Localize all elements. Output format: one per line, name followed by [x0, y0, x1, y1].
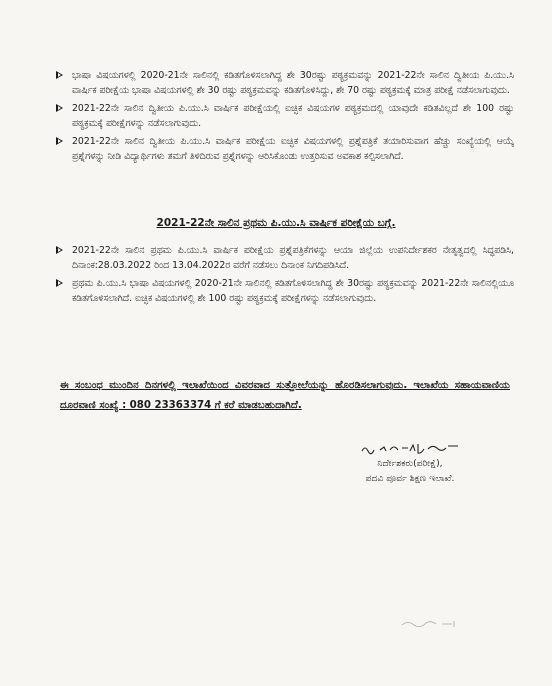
bullet-list-first-puc [56, 243, 514, 309]
list-item-text: 2021-22ನೇ ಸಾಲಿನ ದ್ವಿತೀಯ ಪಿ.ಯು.ಸಿ ವಾರ್ಷಿಕ ಪರೀಕ್ಷೆಯ ಐಚ್ಛಿಕ ವಿಷಯಗಳಲ್ಲಿ ಪ್ರಶ್ನೆಪತ್ರಿಕೆ ತಯಾರಿಸುವಾಗ ಹೆಚ್ಚು ಸಂಖ್ಯೆಯಲ್ಲಿ ಆಯ್ಕೆ ಪ್ರಶ್ನೆಗಳನ್ನು ನೀಡಿ ವಿದ್ಯಾರ್ಥಿಗಳು ತಮಗೆ ತಿಳಿದಿರುವ ಪ್ರಶ್ನೆಗಳನ್ನು ಆರಿಸಿಕೊಂಡು ಉತ್ತರಿಸುವ ಅವಕಾಶ ಕಲ್ಪಿಸಲಾಗಿದೆ. [72, 136, 514, 162]
section-heading [0, 217, 552, 230]
list-item-text: ಪ್ರಥಮ ಪಿ.ಯು.ಸಿ ಭಾಷಾ ವಿಷಯಗಳಲ್ಲಿ 2020-21ನೇ ಸಾಲಿನಲ್ಲಿ ಕಡಿತಗೊಳಿಸಲಾಗಿದ್ದ ಶೇ 30ರಷ್ಟು ಪಠ್ಯಕ್ರಮವನ್ನು 2021-22ನೇ ಸಾಲಿನಲ್ಲಿಯೂ ಕಡಿತಗೊಳಿಸಲಾಗಿದೆ. ಐಚ್ಛಿಕ ವಿಷಯಗಳಲ್ಲಿ ಶೇ 100 ರಷ್ಟು ಪಠ್ಯಕ್ರಮಕ್ಕೆ ಪರೀಕ್ಷೆಗಳನ್ನು ನಡೆಸಲಾಗುವುದು. [72, 278, 514, 304]
handwritten-signature [350, 440, 470, 456]
signature-designation: ನಿರ್ದೇಶಕರು(ಪರೀಕ್ಷೆ), [377, 458, 443, 469]
helpline-notice: ಈ ಸಂಬಂಧ ಮುಂದಿನ ದಿನಗಳಲ್ಲಿ ಇಲಾಖೆಯಿಂದ ವಿವರವಾದ ಸುತ್ತೋಲೆಯನ್ನು ಹೊರಡಿಸಲಾಗುವುದು. ಇಲಾಖೆಯ ಸಹಾಯವಾಣಿಯ ದೂರವಾಣಿ ಸಂಖ್ಯೆ : 080 23363374 ಗೆ ಕರೆ ಮಾಡಬಹುದಾಗಿದೆ. [60, 380, 510, 411]
handwritten-mark [398, 617, 468, 629]
arrow-bullet-icon [56, 137, 63, 145]
list-item-text: 2021-22ನೇ ಸಾಲಿನ ಪ್ರಥಮ ಪಿ.ಯು.ಸಿ ವಾರ್ಷಿಕ ಪರೀಕ್ಷೆಯ ಪ್ರಶ್ನೆಪತ್ರಿಕೆಗಳನ್ನು ಆಯಾ ಜಿಲ್ಲೆಯ ಉಪನಿರ್ದೇಶಕರ ನೇತೃತ್ವದಲ್ಲಿ ಸಿದ್ಧಪಡಿಸಿ, ದಿನಾಂಕ:28.03.2022 ರಿಂದ 13.04.2022ರ ವರೆಗೆ ನಡೆಸಲು ದಿನಾಂಕ ನಿಗದಿಪಡಿಸಿದೆ. [72, 245, 514, 271]
arrow-bullet-icon [56, 71, 63, 79]
list-item-text: ಭಾಷಾ ವಿಷಯಗಳಲ್ಲಿ 2020-21ನೇ ಸಾಲಿನಲ್ಲಿ ಕಡಿತಗೊಳಿಸಲಾಗಿದ್ದ ಶೇ 30ರಷ್ಟು ಪಠ್ಯಕ್ರಮವನ್ನು 2021-22ನೇ ಸಾಲಿನ ದ್ವಿತೀಯ ಪಿ.ಯು.ಸಿ ವಾರ್ಷಿಕ ಪರೀಕ್ಷೆಯ ಭಾಷಾ ವಿಷಯಗಳಲ್ಲಿ ಶೇ 30 ರಷ್ಟು ಪಠ್ಯಕ್ರಮವನ್ನು ಕಡಿತಗೊಳಿಸಿದ್ದು, ಶೇ 70 ರಷ್ಟು ಪಠ್ಯಕ್ರಮಕ್ಕೆ ಮಾತ್ರ ಪರೀಕ್ಷೆ ನಡೆಸಲಾಗುವುದು. [72, 70, 514, 96]
list-item-text: 2021-22ನೇ ಸಾಲಿನ ದ್ವಿತೀಯ ಪಿ.ಯು.ಸಿ ವಾರ್ಷಿಕ ಪರೀಕ್ಷೆಯಲ್ಲಿ ಐಚ್ಛಿಕ ವಿಷಯಗಳ ಪಠ್ಯಕ್ರಮದಲ್ಲಿ ಯಾವುದೇ ಕಡಿತವಿಲ್ಲದೆ ಶೇ 100 ರಷ್ಟು ಪಠ್ಯಕ್ರಮಕ್ಕೆ ಪರೀಕ್ಷೆಗಳನ್ನು ನಡೆಸಲಾಗುವುದು. [72, 103, 514, 129]
arrow-bullet-icon [56, 104, 63, 112]
list-item [56, 276, 514, 306]
signature-department: ಪದವಿ ಪೂರ್ವ ಶಿಕ್ಷಣ ಇಲಾಖೆ. [365, 473, 455, 484]
arrow-bullet-icon [56, 246, 63, 254]
list-item [56, 68, 514, 98]
signature-block [320, 440, 500, 486]
list-item [56, 101, 514, 131]
list-item [56, 134, 514, 164]
section-heading-text: 2021-22ನೇ ಸಾಲಿನ ಪ್ರಥಮ ಪಿ.ಯು.ಸಿ ವಾರ್ಷಿಕ ಪರೀಕ್ಷೆಯ ಬಗ್ಗೆ. [156, 217, 396, 229]
arrow-bullet-icon [56, 279, 63, 287]
bullet-list-second-puc [56, 68, 514, 167]
list-item [56, 243, 514, 273]
